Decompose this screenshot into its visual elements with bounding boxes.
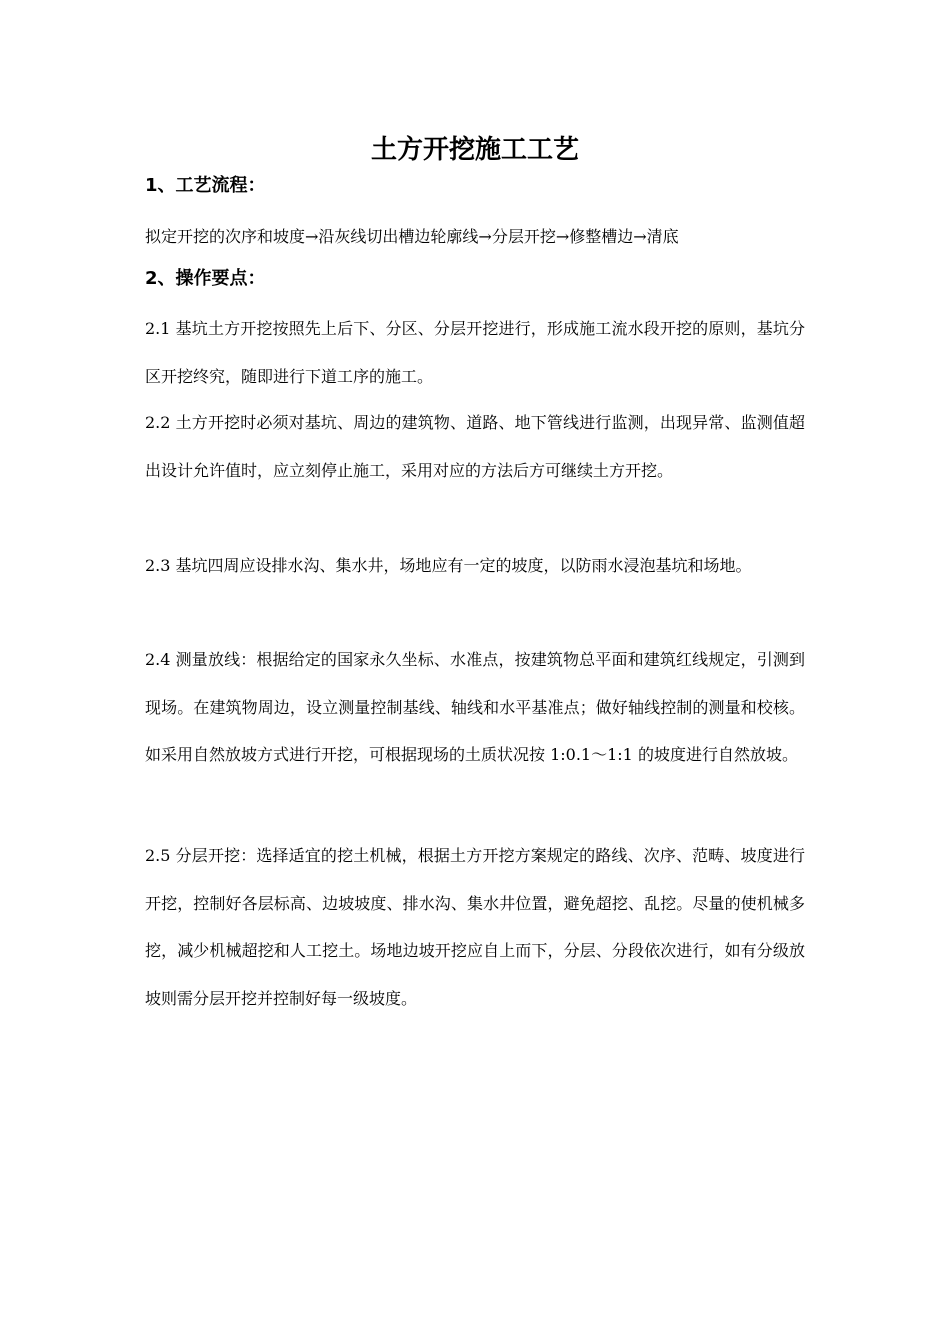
document-title: 土方开挖施工工艺 <box>370 135 579 165</box>
process-flow-text: 拟定开挖的次序和坡度→沿灰线切出槽边轮廓线→分层开挖→修整槽边→清底 <box>145 227 679 246</box>
section-heading-key-points: 2、操作要点： <box>145 268 266 289</box>
key-point-2-1: 2.1 基坑土方开挖按照先上后下、分区、分层开挖进行，形成施工流水段开挖的原则，基坑分区开挖终究，随即进行下道工序的施工。 <box>145 319 805 386</box>
key-point-2-3: 2.3 基坑四周应设排水沟、集水井，场地应有一定的坡度，以防雨水浸泡基坑和场地。 <box>145 556 752 575</box>
key-point-2-2: 2.2 土方开挖时必须对基坑、周边的建筑物、道路、地下管线进行监测，出现异常、监测值超出设计允许值时，应立刻停止施工，采用对应的方法后方可继续土方开挖。 <box>145 413 805 480</box>
key-point-2-5: 2.5 分层开挖：选择适宜的挖土机械，根据土方开挖方案规定的路线、次序、范畴、坡度进行开挖，控制好各层标高、边坡坡度、排水沟、集水井位置，避免超挖、乱挖。尽量的使机械多挖，减少机械超挖和人工挖土。场地边坡开挖应自上而下，分层、分段依次进行，如有分级放坡则需分层开挖并控制好每一级坡度。 <box>145 846 805 1008</box>
section-heading-process: 1、工艺流程： <box>145 175 266 196</box>
key-point-2-4: 2.4 测量放线：根据给定的国家永久坐标、水准点，按建筑物总平面和建筑红线规定，引测到现场。在建筑物周边，设立测量控制基线、轴线和水平基准点；做好轴线控制的测量和校核。如采用自然放坡方式进行开挖，可根据现场的土质状况按 1:0.1～1:1 的坡度进行自然放坡。 <box>145 650 805 765</box>
